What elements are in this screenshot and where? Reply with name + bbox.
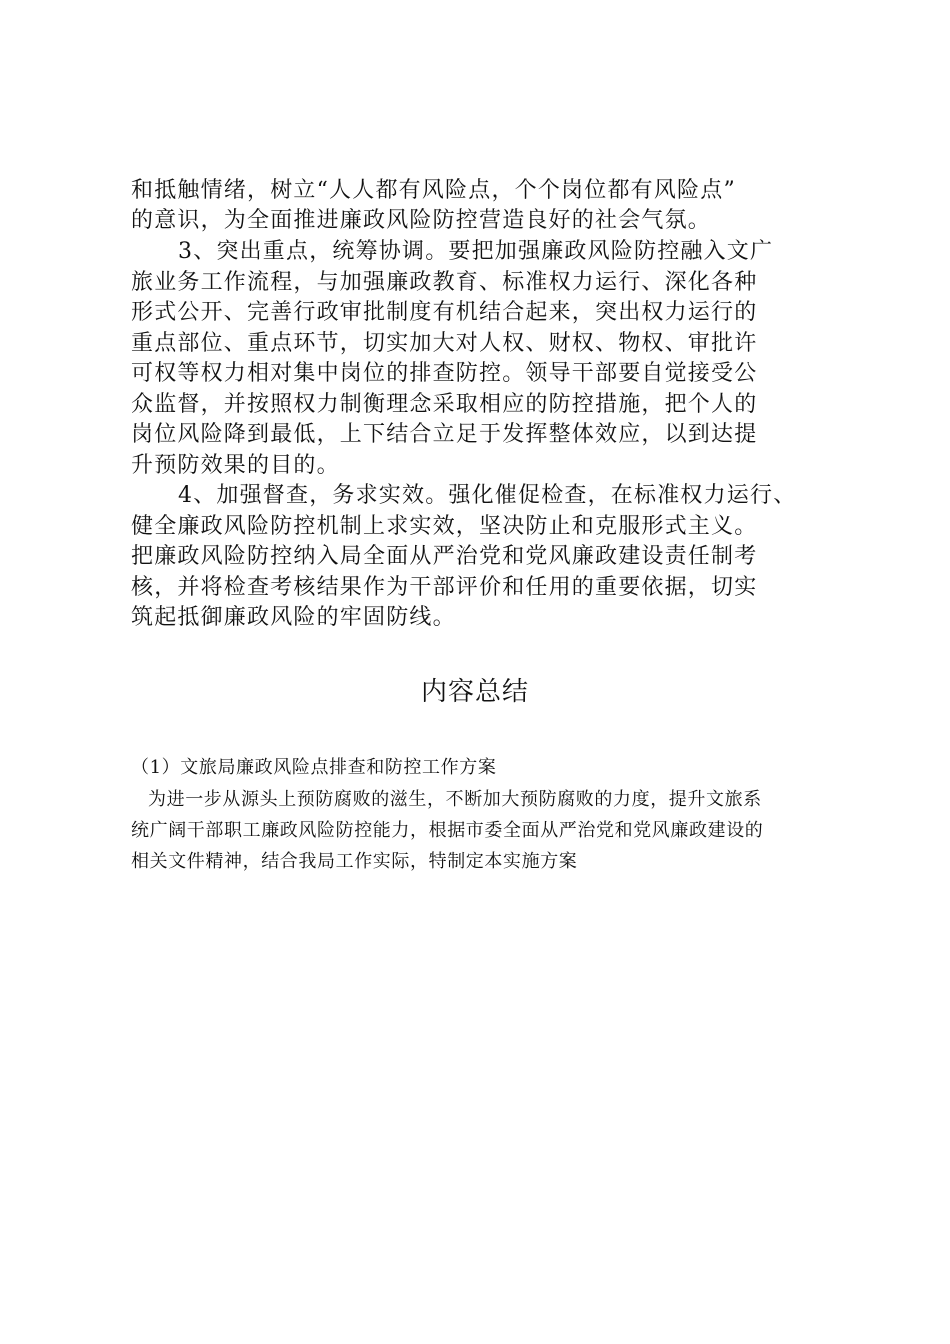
body-line-6: 重点部位、重点环节，切实加大对人权、财权、物权、审批许: [131, 331, 758, 356]
body-line-15: 筑起抵御廉政风险的牢固防线。: [131, 605, 456, 630]
body-line-4: 旅业务工作流程，与加强廉政教育、标准权力运行、深化各种: [131, 270, 758, 295]
summary-line-1: 为进一步从源头上预防腐败的滋生，不断加大预防腐败的力度，提升文旅系: [148, 789, 762, 810]
summary-item-label: （1）文旅局廉政风险点排查和防控工作方案: [131, 757, 497, 778]
body-line-12: 健全廉政风险防控机制上求实效，坚决防止和克服形式主义。: [131, 514, 758, 539]
body-line-14: 核，并将检查考核结果作为干部评价和任用的重要依据，切实: [131, 575, 758, 600]
body-line-5: 形式公开、完善行政审批制度有机结合起来，突出权力运行的: [131, 300, 758, 325]
body-line-1: 和抵触情绪，树立“人人都有风险点，个个岗位都有风险点”: [131, 178, 736, 203]
body-line-11: 4、加强督查，务求实效。强化催促检查，在标准权力运行、: [178, 483, 797, 508]
summary-line-3: 相关文件精神，结合我局工作实际，特制定本实施方案: [131, 851, 578, 872]
body-line-3: 3、突出重点，统筹协调。要把加强廉政风险防控融入文广: [178, 239, 774, 264]
body-line-7: 可权等权力相对集中岗位的排查防控。领导干部要自觉接受公: [131, 361, 758, 386]
summary-line-2: 统广阔干部职工廉政风险防控能力，根据市委全面从严治党和党风廉政建设的: [131, 820, 764, 841]
body-line-10: 升预防效果的目的。: [131, 453, 340, 478]
body-line-9: 岗位风险降到最低，上下结合立足于发挥整体效应，以到达提: [131, 422, 758, 447]
body-line-13: 把廉政风险防控纳入局全面从严治党和党风廉政建设责任制考: [131, 544, 758, 569]
body-line-8: 众监督，并按照权力制衡理念采取相应的防控措施，把个人的: [131, 392, 758, 417]
body-line-2: 的意识，为全面推进廉政风险防控营造良好的社会气氛。: [131, 208, 712, 233]
summary-title: 内容总结: [420, 677, 529, 707]
